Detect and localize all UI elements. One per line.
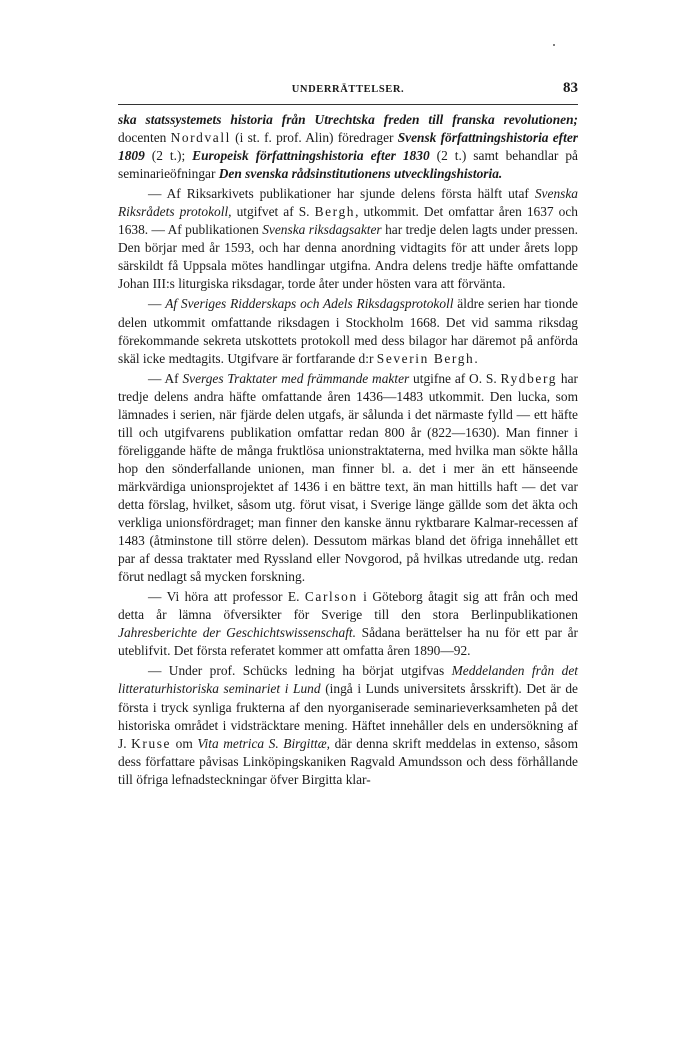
paragraph-6: — Under prof. Schücks ledning ha börjat utgifvas Meddelanden från det litteraturhistoriska seminariet i Lund (ingå i Lunds universitets årsskrift). Det är de första i tryck synliga frukterna af den nyorganiserade seminarieverksamheten på det historiska området i vidsträcktare mening. Häftet innehåller dels en undersökning af J. Kruse om Vita metrica S. Birgittæ, där denna skrift meddelas in extenso, såsom dess författare påvisas Linköpingskaniken Ragvald Amundsson och dess förhållande till öfriga lefnadsteckningar öfver Birgitta klar- bbox=[118, 663, 579, 787]
paragraph-3: — Af Sveriges Ridderskaps och Adels Riksdagsprotokoll äldre serien har tionde delen utkommit omfattande riksdagen i Stockholm 1668. Det vid samma riksdag förekommande sekreta utskottets protokoll med dess bilagor har däremot på anförda skäl icke medtagits. Utgifvare är fortfarande d:r Severin Bergh. bbox=[118, 296, 578, 366]
book-page bbox=[118, 78, 578, 789]
running-title: UNDERRÄTTELSER. bbox=[291, 84, 405, 95]
print-speck bbox=[553, 44, 555, 46]
paragraph-1: ska statssystemets historia från Utrechtska freden till franska revolutionen; docenten Nordvall (i st. f. prof. Alin) föredrager Svensk författningshistoria efter 1809 (2 t.); Europeisk författningshistoria efter 1830 (2 t.) samt behandlar på seminarieöfningar Den svenska rådsinstitutionens utvecklingshistoria. bbox=[118, 112, 578, 182]
page-header bbox=[118, 78, 578, 105]
paragraph-5: — Vi höra att professor E. Carlson i Göteborg åtagit sig att från och med detta år lämna öfversikter för Sverige till den stora Berlinpublikationen Jahresberichte der Geschichtswissenschaft. Sådana berättelser ha nu för ett par år uteblifvit. Det första referatet kommer att omfatta åren 1890—92. bbox=[118, 589, 578, 659]
page-number: 83 bbox=[563, 80, 578, 96]
page-body bbox=[118, 111, 578, 789]
paragraph-4: — Af Sverges Traktater med främmande makter utgifne af O. S. Rydberg har tredje delens andra häfte omfattande åren 1436—1483 utkommit. Den lucka, som lämnades i serien, när fjärde delen utgafs, är sålunda i det närmaste fylld — ett häfte till och utgifvarens publikation omfattar redan 800 år (822—1630). Man finner i föreliggande häfte de många fruktlösa unionstraktaterna, med hvilka man sökte hålla hop den sönderfallande unionen, man finner bl. a. det i mer än ett hänseende märkvärdiga unionsprojektet af 1436 i en bättre text, än man hittills haft — det var detta förslag, hvilket, såsom utg. förut visat, i Sverige länge gällde som det äkta och verkliga unionsfördraget; man finner den kanske ännu ryktbarare Kalmar-recessen af 1483 (åtminstone till större delen). Dessutom märkas bland det öfriga innehållet ett par af dessa traktater med Ryssland eller Novgorod, på hvilkas utredande utg. redan förut nedlagt så mycken forskning. bbox=[118, 370, 578, 585]
paragraph-2: — Af Riksarkivets publikationer har sjunde delens första hälft utaf Svenska Riksrådets protokoll, utgifvet af S. Bergh, utkommit. Det omfattar åren 1637 och 1638. — Af publikationen Svenska riksdagsakter har tredje delen lagts under pressen. Den börjar med år 1593, och har denna anordning vidtagits för att under årets lopp särskildt få Uppsala mötes handlingar utgifna. Andra delens tredje häfte omfattande Johan III:s liturgiska riksdagar, torde åter under hösten vara att förvänta. bbox=[118, 186, 579, 292]
